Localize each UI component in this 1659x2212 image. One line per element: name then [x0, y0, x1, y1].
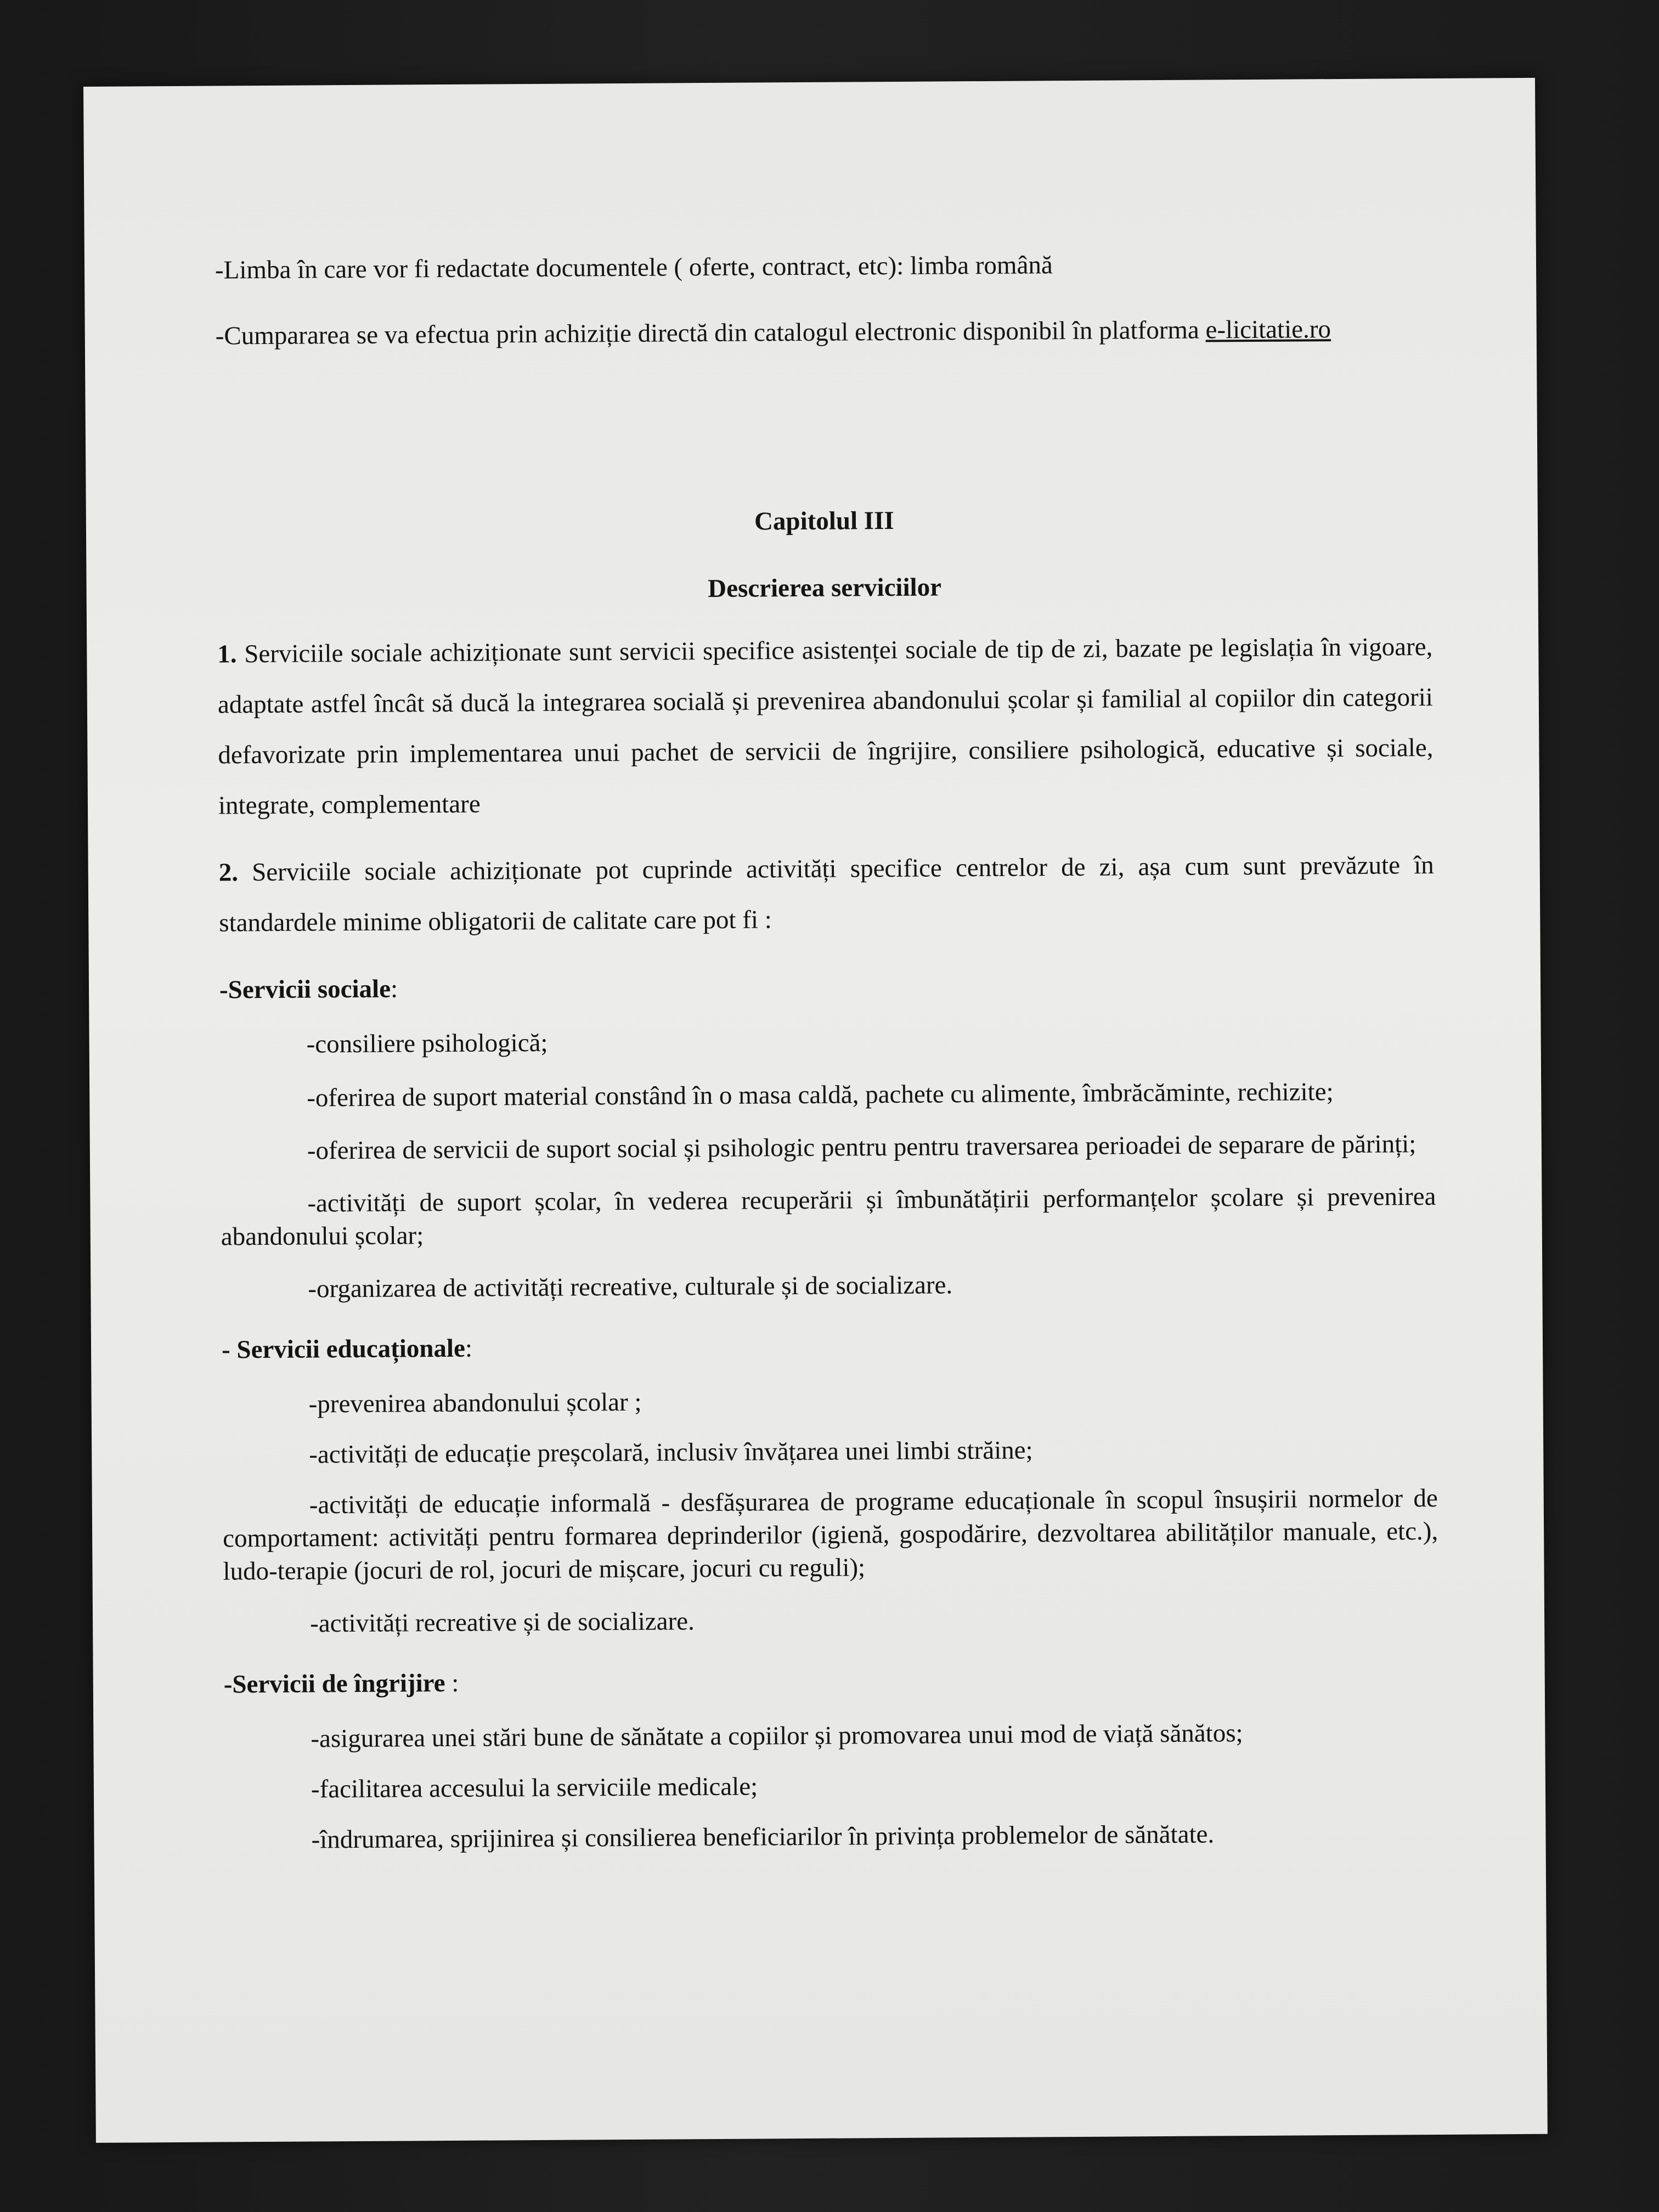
- list-item: -activități recreative și de socializare.: [309, 1607, 695, 1638]
- section-educational-title: [222, 1317, 1437, 1375]
- document-content: [215, 238, 1440, 1865]
- section-social-heading: -Servicii sociale: [219, 974, 391, 1005]
- platform-link[interactable]: e-licitatie.ro: [1205, 315, 1331, 345]
- section-social-title: [219, 957, 1435, 1015]
- section-educational-colon: :: [465, 1334, 473, 1363]
- list-item: -activități de educație informală - desfășurarea de programe educaționale în scopul însușirii normelor de comportament: activități pentru formarea deprinderilor (igienă, gospodărire, dezvoltarea abilităților manuale, etc.), ludo-terapie (jocuri de rol, jocuri de mișcare, jocuri cu reguli);: [223, 1483, 1438, 1586]
- chapter-subtitle: Descrierea serviciilor: [708, 573, 942, 603]
- list-item: -oferirea de servicii de suport social și psihologic pentru pentru traversarea perioadei de separare de părinți;: [307, 1130, 1417, 1165]
- section-care-heading: -Servicii de îngrijire: [223, 1669, 445, 1699]
- paragraph-2-number: 2.: [218, 858, 239, 887]
- purchase-line: [216, 303, 1431, 362]
- chapter-title: Capitolul III: [754, 506, 894, 536]
- list-item: -prevenirea abandonului școlar ;: [308, 1387, 642, 1419]
- section-care-title: [224, 1652, 1440, 1710]
- paper-sheet: [83, 78, 1548, 2143]
- paragraph-1: [217, 622, 1434, 831]
- language-line: -Limba în care vor fi redactate documentele ( oferte, contract, etc): limba română: [215, 251, 1053, 285]
- purchase-text: -Cumpararea se va efectua prin achiziție directă din catalogul electronic disponibil în platforma: [215, 315, 1206, 351]
- list-item: -asigurarea unei stări bune de sănătate a copiilor și promovarea unui mod de viață sănătos;: [311, 1719, 1243, 1753]
- list-item: -facilitarea accesului la serviciile medicale;: [311, 1772, 758, 1804]
- paragraph-1-number: 1.: [217, 640, 237, 669]
- paragraph-1-text: Serviciile sociale achiziționate sunt servicii specifice asistenței sociale de tip de zi, bazate pe legislația în vigoare, adaptate astfel încât să ducă la integrarea socială și prevenirea abandonului școlar și familial al copiilor din categorii defavorizate prin implementarea unui pachet de servicii de îngrijire, consiliere psihologică, educative și sociale, integrate, complementare: [217, 632, 1434, 820]
- section-social-colon: :: [390, 974, 398, 1003]
- list-item: -îndrumarea, sprijinirea și consilierea beneficiarilor în privința problemelor de sănătate.: [311, 1820, 1215, 1854]
- list-item: -activități de suport școlar, în vederea recuperării și îmbunătățirii performanțelor școlare și prevenirea abandonului școlar;: [221, 1182, 1436, 1251]
- section-care-colon: :: [445, 1668, 459, 1698]
- section-educational-heading: - Servicii educaționale: [221, 1334, 466, 1364]
- list-item: -oferirea de suport material constând în o masa caldă, pachete cu alimente, îmbrăcăminte, rechizite;: [307, 1077, 1334, 1113]
- paragraph-2-text: Serviciile sociale achiziționate pot cuprinde activități specifice centrelor de zi, așa cum sunt prevăzute în standardele minime obligatorii de calitate care pot fi :: [219, 850, 1434, 938]
- paragraph-2: [218, 840, 1434, 949]
- list-item: -consiliere psihologică;: [306, 1028, 548, 1059]
- list-item: -activități de educație preșcolară, inclusiv învățarea unei limbi străine;: [309, 1436, 1033, 1469]
- list-item: -organizarea de activități recreative, culturale și de socializare.: [308, 1271, 953, 1304]
